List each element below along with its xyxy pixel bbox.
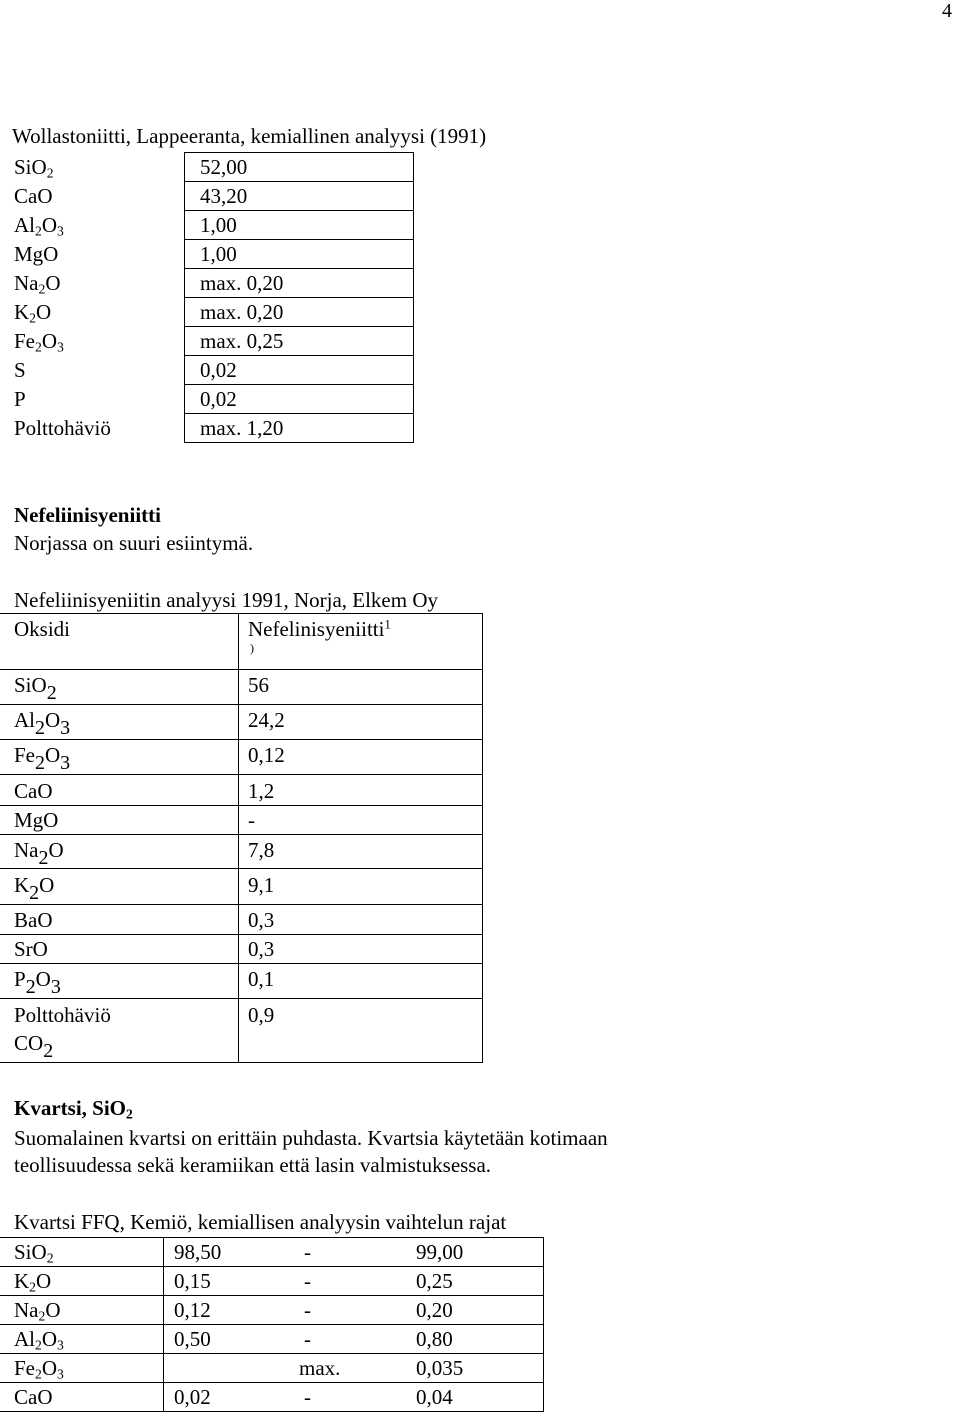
quartz-min: 0,12 — [174, 1298, 211, 1322]
formula-part: CaO — [14, 779, 53, 803]
formula-part: SiO — [14, 673, 47, 697]
quartz-oxide — [14, 1298, 61, 1323]
nepheline-value: 0,12 — [248, 743, 285, 767]
quartz-table-title: Kvartsi FFQ, Kemiö, kemiallisen analyysin vaihtelun rajat — [14, 1210, 507, 1234]
formula-part: Al — [14, 213, 35, 237]
formula-part: SrO — [14, 937, 48, 961]
formula-subscript: 2 — [46, 681, 57, 704]
formula-part: O — [44, 743, 61, 767]
wollastonite-oxide — [14, 358, 26, 383]
nepheline-value: 0,3 — [248, 937, 275, 961]
formula-part: O — [41, 213, 57, 237]
nepheline-oxide — [14, 808, 58, 833]
formula-subscript: 2 — [35, 1337, 42, 1353]
formula-part: K — [14, 300, 30, 324]
formula-subscript: 2 — [38, 281, 46, 297]
wollastonite-oxide — [14, 213, 64, 238]
formula-subscript: 2 — [29, 881, 40, 904]
nepheline-value: 24,2 — [248, 708, 285, 732]
nepheline-oxide — [14, 743, 71, 774]
formula-part: O — [41, 329, 57, 353]
page-number: 4 — [942, 0, 952, 22]
formula-subscript: 3 — [57, 1337, 64, 1353]
quartz-max: 0,20 — [416, 1298, 453, 1322]
quartz-max: 0,80 — [416, 1327, 453, 1351]
wollastonite-oxide — [14, 271, 61, 296]
formula-part: SiO — [14, 155, 47, 179]
formula-part: P — [14, 387, 26, 411]
quartz-min: 0,15 — [174, 1269, 211, 1293]
wollastonite-value: 0,02 — [200, 358, 237, 382]
quartz-separator: - — [304, 1298, 311, 1322]
wollastonite-value: 52,00 — [200, 155, 248, 179]
formula-subscript: 2 — [38, 1308, 46, 1324]
nepheline-oxide — [14, 673, 57, 704]
formula-subscript: 3 — [57, 1366, 64, 1382]
nepheline-oxide — [14, 779, 53, 804]
formula-part: K — [14, 1269, 30, 1293]
nepheline-value: 1,2 — [248, 779, 275, 803]
formula-subscript: 2 — [29, 1279, 36, 1295]
formula-part: Fe — [14, 1356, 35, 1380]
wollastonite-value: max. 1,20 — [200, 416, 284, 440]
wollastonite-oxide — [14, 329, 64, 354]
quartz-paragraph-line1: Suomalainen kvartsi on erittäin puhdasta. Kvartsia käytetään kotimaan — [14, 1126, 608, 1150]
formula-part: CaO — [14, 1385, 53, 1409]
wollastonite-value: 43,20 — [200, 184, 248, 208]
formula-part: SiO — [14, 1240, 47, 1264]
quartz-separator: max. — [299, 1356, 341, 1380]
formula-part: O — [36, 300, 52, 324]
nepheline-value: 7,8 — [248, 838, 275, 862]
formula-part: K — [14, 873, 30, 897]
formula-subscript: 2 — [35, 751, 45, 774]
formula-part: Na — [14, 1298, 39, 1322]
formula-subscript: 2 — [38, 846, 49, 869]
wollastonite-value: 1,00 — [200, 213, 237, 237]
formula-subscript: 2 — [35, 339, 42, 355]
nepheline-last-row-label1: Polttohäviö — [14, 1003, 111, 1027]
formula-part: O — [44, 708, 61, 732]
formula-subscript: 2 — [46, 165, 54, 181]
wollastonite-oxide — [14, 184, 53, 209]
nepheline-value: 56 — [248, 673, 269, 697]
wollastonite-oxide — [14, 155, 54, 180]
wollastonite-value: max. 0,20 — [200, 271, 284, 295]
formula-part: O — [41, 1327, 57, 1351]
wollastonite-title: Wollastoniitti, Lappeeranta, kemiallinen analyysi (1991) — [12, 124, 487, 148]
formula-part: P — [14, 967, 26, 991]
formula-part: Na — [14, 838, 39, 862]
formula-part: O — [35, 967, 51, 991]
nepheline-last-row-value: 0,9 — [248, 1003, 275, 1027]
quartz-separator: - — [304, 1240, 311, 1264]
nepheline-last-row-label2: $CO_2$ — [14, 1031, 54, 1062]
wollastonite-oxide — [14, 416, 111, 441]
formula-subscript: 2 — [35, 223, 42, 239]
formula-part: O — [48, 838, 64, 862]
formula-subscript: 3 — [60, 751, 71, 774]
quartz-oxide — [14, 1327, 64, 1352]
nepheline-text: Norjassa on suuri esiintymä. — [14, 531, 254, 555]
wollastonite-value: max. 0,25 — [200, 329, 284, 353]
formula-part: Na — [14, 271, 39, 295]
nepheline-col2-header: Nefelinisyeniitti$^1$ — [248, 617, 391, 641]
quartz-min: 0,50 — [174, 1327, 211, 1351]
formula-part: S — [14, 358, 26, 382]
nepheline-value: 9,1 — [248, 873, 275, 897]
quartz-max: 0,04 — [416, 1385, 453, 1409]
formula-subscript: 2 — [35, 716, 45, 739]
formula-part: Al — [14, 708, 35, 732]
nepheline-col1-header: Oksidi — [14, 617, 71, 641]
nepheline-oxide — [14, 937, 48, 962]
quartz-separator: - — [304, 1269, 311, 1293]
quartz-oxide — [14, 1269, 51, 1294]
quartz-max: 0,25 — [416, 1269, 453, 1293]
wollastonite-value: 1,00 — [200, 242, 237, 266]
quartz-separator: - — [304, 1327, 311, 1351]
formula-subscript: 2 — [35, 1366, 42, 1382]
formula-part: CaO — [14, 184, 53, 208]
formula-subscript: 3 — [60, 716, 71, 739]
wollastonite-oxide — [14, 387, 26, 412]
formula-subscript: 3 — [57, 223, 64, 239]
formula-part: O — [36, 1269, 52, 1293]
formula-part: BaO — [14, 908, 53, 932]
formula-part: Al — [14, 1327, 35, 1351]
formula-part: Fe — [14, 329, 35, 353]
formula-part: O — [45, 271, 61, 295]
quartz-min: 0,02 — [174, 1385, 211, 1409]
quartz-paragraph-line2: teollisuudessa sekä keramiikan että lasin valmistuksessa. — [14, 1153, 492, 1177]
quartz-heading: Kvartsi, SiO$_2$ — [14, 1096, 133, 1122]
formula-part: O — [41, 1356, 57, 1380]
nepheline-oxide — [14, 708, 71, 739]
nepheline-value: 0,1 — [248, 967, 275, 991]
wollastonite-value: 0,02 — [200, 387, 237, 411]
formula-subscript: 3 — [50, 975, 61, 998]
quartz-min: 98,50 — [174, 1240, 222, 1264]
formula-part: O — [39, 873, 55, 897]
formula-part: Fe — [14, 743, 35, 767]
formula-part: MgO — [14, 242, 59, 266]
formula-subscript: 3 — [57, 339, 64, 355]
quartz-max: 99,00 — [416, 1240, 464, 1264]
formula-subscript: 2 — [29, 310, 36, 326]
nepheline-oxide — [14, 967, 61, 998]
formula-subscript: 2 — [25, 975, 36, 998]
nepheline-oxide — [14, 908, 53, 933]
quartz-oxide — [14, 1385, 53, 1410]
nepheline-value: 0,3 — [248, 908, 275, 932]
quartz-max: 0,035 — [416, 1356, 464, 1380]
wollastonite-value: max. 0,20 — [200, 300, 284, 324]
nepheline-col2-note: ) — [250, 641, 254, 655]
formula-part: Polttohäviö — [14, 416, 111, 440]
formula-part: MgO — [14, 808, 59, 832]
nepheline-value: - — [248, 808, 255, 832]
wollastonite-oxide — [14, 242, 58, 267]
nepheline-table-title: Nefeliinisyeniitin analyysi 1991, Norja, Elkem Oy — [14, 588, 438, 612]
formula-part: O — [45, 1298, 61, 1322]
quartz-oxide — [14, 1356, 64, 1381]
nepheline-heading: Nefeliinisyeniitti — [14, 503, 161, 527]
quartz-separator: - — [304, 1385, 311, 1409]
quartz-oxide — [14, 1240, 54, 1265]
nepheline-oxide — [14, 873, 55, 904]
wollastonite-oxide — [14, 300, 51, 325]
formula-subscript: 2 — [46, 1250, 54, 1266]
nepheline-oxide — [14, 838, 64, 869]
